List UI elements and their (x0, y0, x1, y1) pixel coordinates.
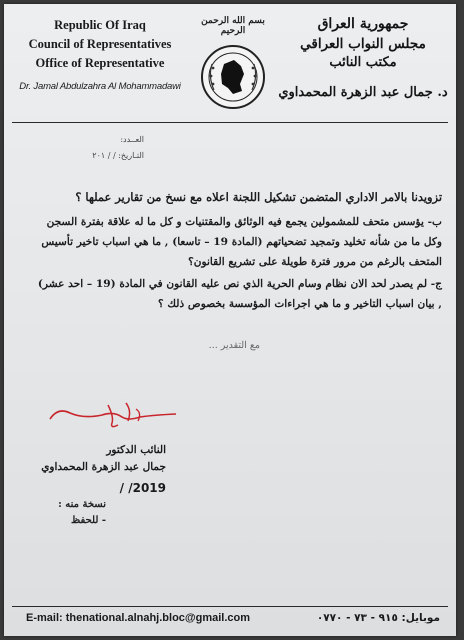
body-line: تزويدنا بالامر الاداري المتضمن تشكيل اللجنة اعلاه مع نسخ من تقارير عملها ؟ (75, 190, 442, 204)
basmala: بسم الله الرحمن الرحيم (201, 16, 265, 36)
body-line: ب- يؤسس متحف للمشمولين يجمع فيه الوثائق والمقتنيات و كل ما له علاقة بفترة السجن (46, 216, 442, 228)
copies-item: - للحفظ (71, 515, 106, 526)
header-ar-country: جمهورية العراق (317, 16, 409, 32)
signatory-title: النائب الدكتور (106, 444, 166, 456)
letter-page (4, 4, 456, 636)
body-line: , بيان اسباب التاخير و ما هي اجراءات المؤسسة بخصوص ذلك ؟ (158, 298, 442, 310)
footer-divider (12, 606, 448, 607)
header-ar-council: مجلس النواب العراقي (300, 36, 426, 52)
header-en-office: Office of Representative (35, 56, 165, 70)
footer-email: E-mail: thenational.alnahj.bloc@gmail.com (26, 612, 251, 624)
body-line: المتحف بالرغم من مرور فترة طويلة على تشريع القانون؟ (188, 256, 442, 268)
closing-greeting: مع التقدير ... (208, 340, 260, 351)
signature-date: 2019/ / (119, 481, 166, 495)
header-english (10, 14, 190, 96)
signatory-name: جمال عبد الزهرة المحمداوي (41, 461, 166, 473)
header-en-representative: Dr. Jamal Abdulzahra Al Mohammadawi (19, 81, 181, 92)
header-ar-representative: د. جمال عبد الزهرة المحمداوي (278, 85, 448, 100)
body-line: وكل ما من شأنه تخليد وتمجيد تضحياتهم (المادة 19 – تاسعا) , ما هي اسباب تاخير تأسيس (41, 236, 442, 248)
reference-date-label: التـاريخ: / / ٢٠١ (92, 151, 144, 160)
header-divider (12, 122, 448, 123)
header-en-country: Republic Of Iraq (54, 18, 146, 32)
footer-mobile: موبايل: ٩١٥ - ٧٣ - ٠٧٧٠ (316, 612, 440, 624)
body-line: ج- لم يصدر لحد الان نظام وسام الحرية الذي نص عليه القانون في المادة (19 – احد عشر) (37, 278, 442, 290)
copies-to (58, 497, 106, 529)
copies-label: نسخة منه : (58, 499, 106, 510)
header-en-council: Council of Representatives (28, 37, 172, 51)
reference-block (34, 132, 144, 164)
signature-block (6, 442, 166, 497)
handwritten-signature (44, 399, 184, 433)
council-emblem-icon (200, 44, 266, 110)
header-arabic (278, 14, 448, 104)
reference-number-label: العــدد: (120, 135, 144, 144)
header-ar-office: مكتب النائب (329, 55, 397, 70)
